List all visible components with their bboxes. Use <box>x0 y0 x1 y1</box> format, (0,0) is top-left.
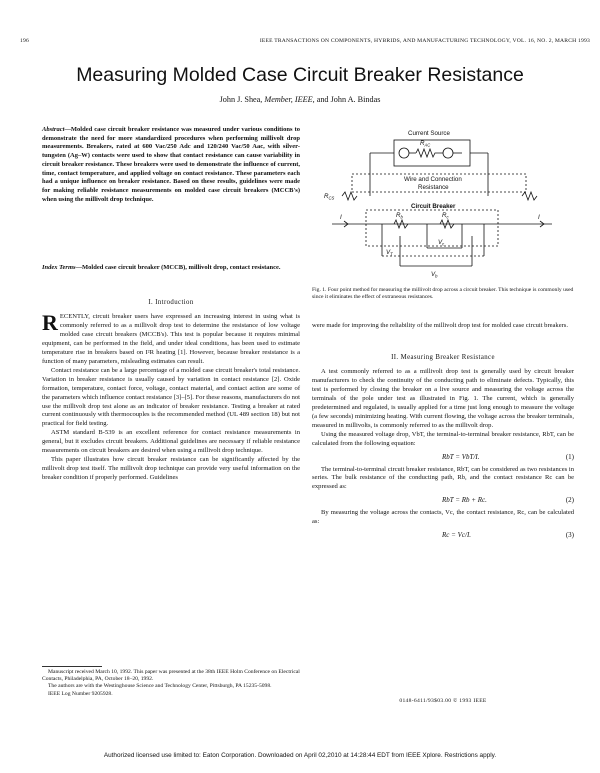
eq3-number: (3) <box>565 531 574 540</box>
footnotes <box>42 666 300 698</box>
intro-heading: I. Introduction <box>148 299 194 306</box>
label-r-c: $R_c$ <box>442 212 449 220</box>
ammeter-symbol <box>443 148 453 158</box>
author-line <box>0 95 600 104</box>
label-v-b: $V_b$ <box>431 271 438 279</box>
right-column-body <box>312 368 574 544</box>
section-heading-intro <box>42 299 300 308</box>
intro-paragraph-2: Contact resistance can be a large percentage of a molded case circuit breaker's total resistance. Variation in breaker resistance is usually caused by variation in contact resistance [2]. Oxide formation, temperature, contact force, voltage, contact material, and contact action are some of the parameters which influence contact resistance [3]–[5]. For these reasons, manufacturers do not use the millivolt drop test alone as an indicator of breaker resistance. Testing a breaker at rated current continuously with thermocouples is the recommended method (UL 489 section 18) but not practical for field testing. <box>42 366 300 428</box>
intro-continuation: were made for improving the reliability of the millivolt drop test for molded case circuit breakers. <box>312 322 568 329</box>
figure-1 <box>312 126 574 286</box>
page-number: 196 <box>20 38 29 44</box>
license-footer: Authorized licensed use limited to: Eaton Corporation. Downloaded on April 02,2010 at 14:28:44 EDT from IEEE Xplore. Restrictions apply. <box>103 752 497 759</box>
eq2-rhs: = Rb + Rc. <box>455 496 487 505</box>
section2-paragraph-2: Using the measured voltage drop, VbT, the terminal-to-terminal breaker resistance, RbT, can be calculated from the following equation: <box>312 430 574 447</box>
left-column-body <box>42 310 300 483</box>
index-terms-text: Molded case circuit breaker (MCCB), millivolt drop, contact resistance. <box>82 264 281 271</box>
right-column-continuation <box>312 322 574 331</box>
section2-paragraph-4: By measuring the voltage across the contacts, Vc, the contact resistance, Rc, can be calculated as: <box>312 509 574 526</box>
intro-paragraph-4: This paper illustrates how circuit breaker resistance can be significantly affected by the millivolt drop test itself. The millivolt drop technique can provide very useful information on the breaker condition if properly performed. Guidelines <box>42 456 300 482</box>
author-2: John A. Bindas <box>330 95 381 104</box>
author-and: and <box>316 95 329 104</box>
eq1-lhs: RbT <box>442 452 454 461</box>
circuit-breaker-box <box>366 210 498 246</box>
label-current-source: Current Source <box>408 130 450 137</box>
label-current-right: I <box>538 214 540 221</box>
source-symbol <box>399 148 409 158</box>
label-resistance: Resistance <box>418 184 449 191</box>
index-terms-label: Index Terms— <box>42 264 83 271</box>
abstract-label: Abstract— <box>42 126 71 133</box>
label-wire-connection: Wire and Connection <box>404 176 462 183</box>
author-1-role: Member, IEEE, <box>264 95 315 104</box>
footnote-1: Manuscript received March 10, 1992. This paper was presented at the 38th IEEE Holm Conference on Electrical Contacts, Philadelphia, PA, October 18–20, 1992. <box>42 669 300 683</box>
section2-paragraph-3: The terminal-to-terminal circuit breaker resistance, RbT, can be considered as two resistances in series. The bulk resistance of the conducting path, Rb, and the contact resistance Rc can be expressed as: <box>312 465 574 491</box>
equation-2 <box>312 496 574 505</box>
section-heading-2 <box>312 354 574 363</box>
eq3-lhs: Rc <box>442 531 450 540</box>
intro-paragraph-3: ASTM standard B-539 is an excellent reference for contact resistance measurements in general, but it excludes circuit breakers. Additional guidelines are necessary if reliable resistance measurements on circuit breakers are desired when using a millivolt drop technique. <box>42 429 300 455</box>
label-v-c: $V_c$ <box>438 239 445 247</box>
eq2-lhs: RbT <box>442 496 454 505</box>
footnote-2: The authors are with the Westinghouse Science and Technology Center, Pittsburgh, PA 15235-5098. <box>48 683 272 690</box>
label-r-b: $R_b$ <box>396 212 403 220</box>
eq1-rhs: = VbT/I. <box>455 452 480 461</box>
four-point-diagram <box>312 126 574 286</box>
intro-paragraph-1 <box>42 310 300 367</box>
section2-paragraph-1: A test commonly referred to as a millivolt drop test is generally used by circuit breaker manufacturers to check the continuity of the conducting path to eliminate defects. Typically, this test is performed by closing the breaker on a live source and measuring the voltage across the terminals of the pole under test as illustrated in Fig. 1. The current, which is generally predetermined and regulated, is usually applied for a time just long enough to measure the voltage (a few seconds) minimizing heating. With current flowing, the voltage across the breaker terminals, measured in millivolts, is commonly referred to as the millivolt drop. <box>312 368 574 429</box>
abstract <box>42 126 300 204</box>
author-1: John J. Shea, <box>219 95 263 104</box>
publication-code: 0148-6411/93$03.00 © 1993 IEEE <box>399 698 487 704</box>
label-r-ac: $R_{AC}$ <box>420 140 431 148</box>
label-v-t: $V_T$ <box>386 249 393 257</box>
eq3-rhs: = Vc/I. <box>451 531 472 540</box>
equation-3 <box>312 531 574 540</box>
figure-caption: Fig. 1. Four point method for measuring the millivolt drop across a circuit breaker. This technique is commonly used since it eliminates the effect of extraneous resistances. <box>312 287 574 301</box>
eq1-number: (1) <box>565 452 574 461</box>
drop-cap: R <box>42 310 58 335</box>
equation-1 <box>312 453 574 462</box>
section2-heading: II. Measuring Breaker Resistance <box>391 354 495 361</box>
label-r-cs: $R_{CS}$ <box>324 193 335 201</box>
abstract-text: Molded case circuit breaker resistance was measured under various conditions to demonstrate the need for more standardized procedures when performing millivolt drop measurements. Breakers, rated at 600 Vac/250 Adc and 120/240 Vac/50 Aac, with silver-tungsten (Ag–W) contacts were used to show that contact resistance can cause variability in circuit breaker resistance. These breakers were used to demonstrate the influence of current, time, contact temperature, and applied voltage on contact resistance. These parameters each had a unique influence on breaker resistance. Based on these results, guidelines were made for making reliable resistance measurements on molded case circuit breakers (MCCB's) when using the millivolt drop technique. <box>42 126 300 203</box>
label-current-left: I <box>340 214 342 221</box>
footnote-rule <box>42 666 102 667</box>
eq2-number: (2) <box>565 496 574 505</box>
intro-p1-text: ECENTLY, circuit breaker users have expressed an increasing interest in using what is commonly referred to as a millivolt drop test to determine the resistance of low voltage molded case circuit breakers (MCCB's). This test is popular because it requires minimal equipment, can be performed in the field, and under ideal conditions, has been used to estimate temperature rise in breakers based on I²R heating [1]. However, because breaker resistance is a function of many parameters, misleading estimates can result. <box>42 313 300 365</box>
index-terms <box>42 264 300 273</box>
label-circuit-breaker: Circuit Breaker <box>411 203 456 210</box>
footnote-3: IEEE Log Number 9205928. <box>48 690 113 697</box>
paper-title: Measuring Molded Case Circuit Breaker Resistance <box>76 64 524 86</box>
running-head: IEEE TRANSACTIONS ON COMPONENTS, HYBRIDS, AND MANUFACTURING TECHNOLOGY, VOL. 16, NO. 2, MARCH 1993 <box>259 38 590 44</box>
